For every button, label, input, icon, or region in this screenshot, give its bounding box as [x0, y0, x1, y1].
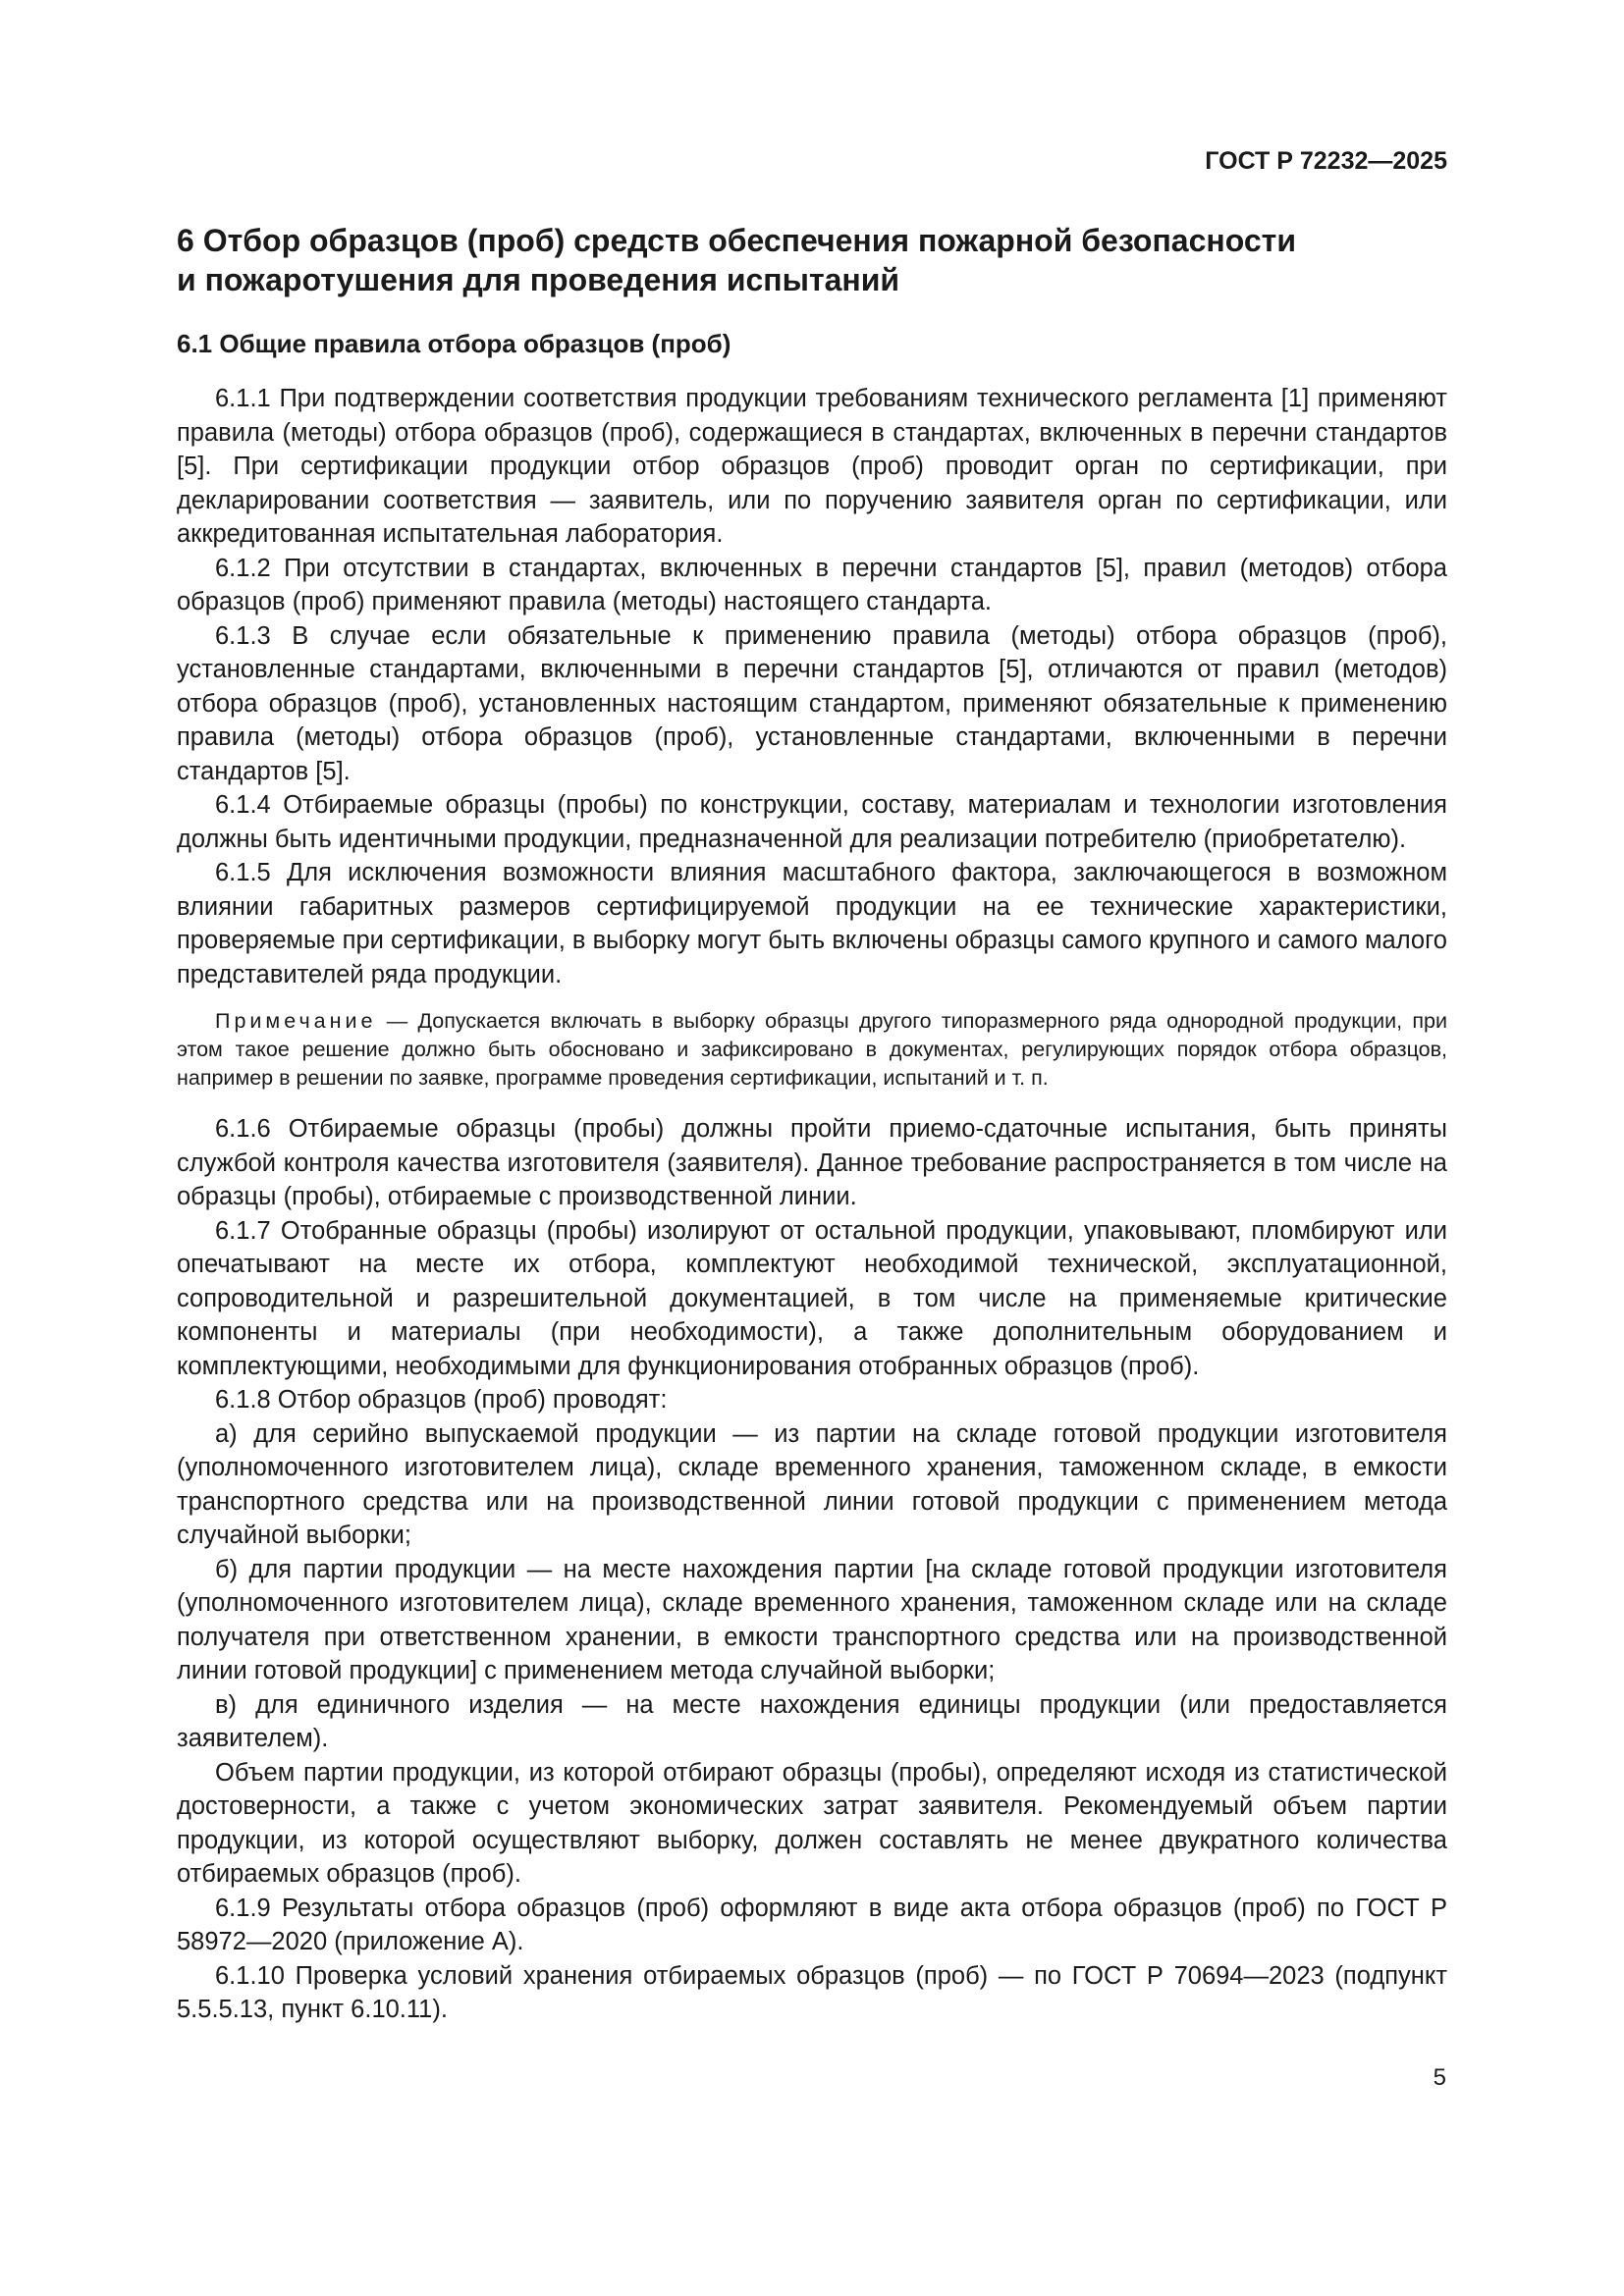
- note-label: Примечание: [215, 1009, 377, 1033]
- subsection-title: 6.1 Общие правила отбора образцов (проб): [177, 329, 731, 358]
- page-content: [177, 221, 1447, 2027]
- section-title-line-1: 6 Отбор образцов (проб) средств обеспечения пожарной безопасности: [177, 223, 1296, 258]
- section-title: [177, 221, 1447, 299]
- document-header: [1205, 147, 1447, 176]
- paragraph-6-1-4: 6.1.4 Отбираемые образцы (пробы) по конструкции, составу, материалам и технологии изготовления должны быть идентичными продукции, предназначенной для реализации потребителю (приобретателю).: [177, 791, 1447, 853]
- paragraph-6-1-1: 6.1.1 При подтверждении соответствия продукции требованиям технического регламента [1] применяют правила (методы) отбора образцов (проб), содержащиеся в стандартах, включенных в перечни стандартов [5]. При сертификации продукции отбор образцов (проб) проводит орган по сертификации, при декларировании соответствия — заявитель, или по поручению заявителя орган по сертификации, или аккредитованная испытательная лаборатория.: [177, 385, 1447, 548]
- paragraph-batch-volume: Объем партии продукции, из которой отбирают образцы (пробы), определяют исходя из статистической достоверности, а также с учетом экономических затрат заявителя. Рекомендуемый объем партии продукции, из которой осуществляют выборку, должен составлять не менее двукратного количества отбираемых образцов (проб).: [177, 1758, 1447, 1888]
- page-number: 5: [1433, 2064, 1446, 2091]
- list-item-b: б) для партии продукции — на месте нахождения партии [на складе готовой продукции изготовителя (уполномоченного изготовителем лица), складе временного хранения, таможенном складе или на складе получателя при ответственном хранении, в емкости транспортного средства или на производственной линии готовой продукции] с применением метода случайной выборки;: [177, 1555, 1447, 1684]
- paragraph-6-1-10: 6.1.10 Проверка условий хранения отбираемых образцов (проб) — по ГОСТ Р 70694—2023 (подпункт 5.5.5.13, пункт 6.10.11).: [177, 1961, 1447, 2023]
- list-item-a: а) для серийно выпускаемой продукции — из партии на складе готовой продукции изготовителя (уполномоченного изготовителем лица), складе временного хранения, таможенном складе, в емкости транспортного средства или на производственной линии готовой продукции с применением метода случайной выборки;: [177, 1419, 1447, 1549]
- paragraph-6-1-8: 6.1.8 Отбор образцов (проб) проводят:: [215, 1386, 668, 1414]
- list-item-v: в) для единичного изделия — на месте нахождения единицы продукции (или предоставляется заявителем).: [177, 1690, 1447, 1752]
- paragraph-6-1-2: 6.1.2 При отсутствии в стандартах, включенных в перечни стандартов [5], правил (методов) отбора образцов (проб) применяют правила (методы) настоящего стандарта.: [177, 554, 1447, 615]
- paragraph-6-1-5: 6.1.5 Для исключения возможности влияния масштабного фактора, заключающегося в возможном влиянии габаритных размеров сертифицируемой продукции на ее технические характеристики, проверяемые при сертификации, в выборку могут быть включены образцы самого крупного и самого малого представителей ряда продукции.: [177, 859, 1447, 988]
- paragraph-6-1-9: 6.1.9 Результаты отбора образцов (проб) оформляют в виде акта отбора образцов (проб) по ГОСТ Р 58972—2020 (приложение А).: [177, 1894, 1447, 1955]
- paragraph-6-1-3: 6.1.3 В случае если обязательные к применению правила (методы) отбора образцов (проб), установленные стандартами, включенными в перечни стандартов [5], отличаются от правил (методов) отбора образцов (проб), установленных настоящим стандартом, применяют обязательные к применению правила (методы) отбора образцов (проб), установленные стандартами, включенными в перечни стандартов [5].: [177, 621, 1447, 785]
- paragraph-6-1-6: 6.1.6 Отбираемые образцы (пробы) должны пройти приемо-сдаточные испытания, быть приняты службой контроля качества изготовителя (заявителя). Данное требование распространяется в том числе на образцы (пробы), отбираемые с производственной линии.: [177, 1115, 1447, 1210]
- standard-id: ГОСТ Р 72232—2025: [1205, 147, 1447, 175]
- note-text: — Допускается включать в выборку образцы другого типоразмерного ряда однородной продукции, при этом такое решение должно быть обосновано и зафиксировано в документах, регулирующих порядок отбора образцов, например в решении по заявке, программе проведения сертификации, испытаний и т. п.: [177, 1009, 1447, 1090]
- paragraph-6-1-7: 6.1.7 Отобранные образцы (пробы) изолируют от остальной продукции, упаковывают, пломбируют или опечатывают на месте их отбора, комплектуют необходимой технической, эксплуатационной, сопроводительной и разрешительной документацией, в том числе на применяемые критические компоненты и материалы (при необходимости), а также дополнительным оборудованием и комплектующими, необходимыми для функционирования отобранных образцов (проб).: [177, 1216, 1447, 1380]
- note: [177, 1007, 1447, 1093]
- section-title-line-2: и пожаротушения для проведения испытаний: [177, 262, 900, 297]
